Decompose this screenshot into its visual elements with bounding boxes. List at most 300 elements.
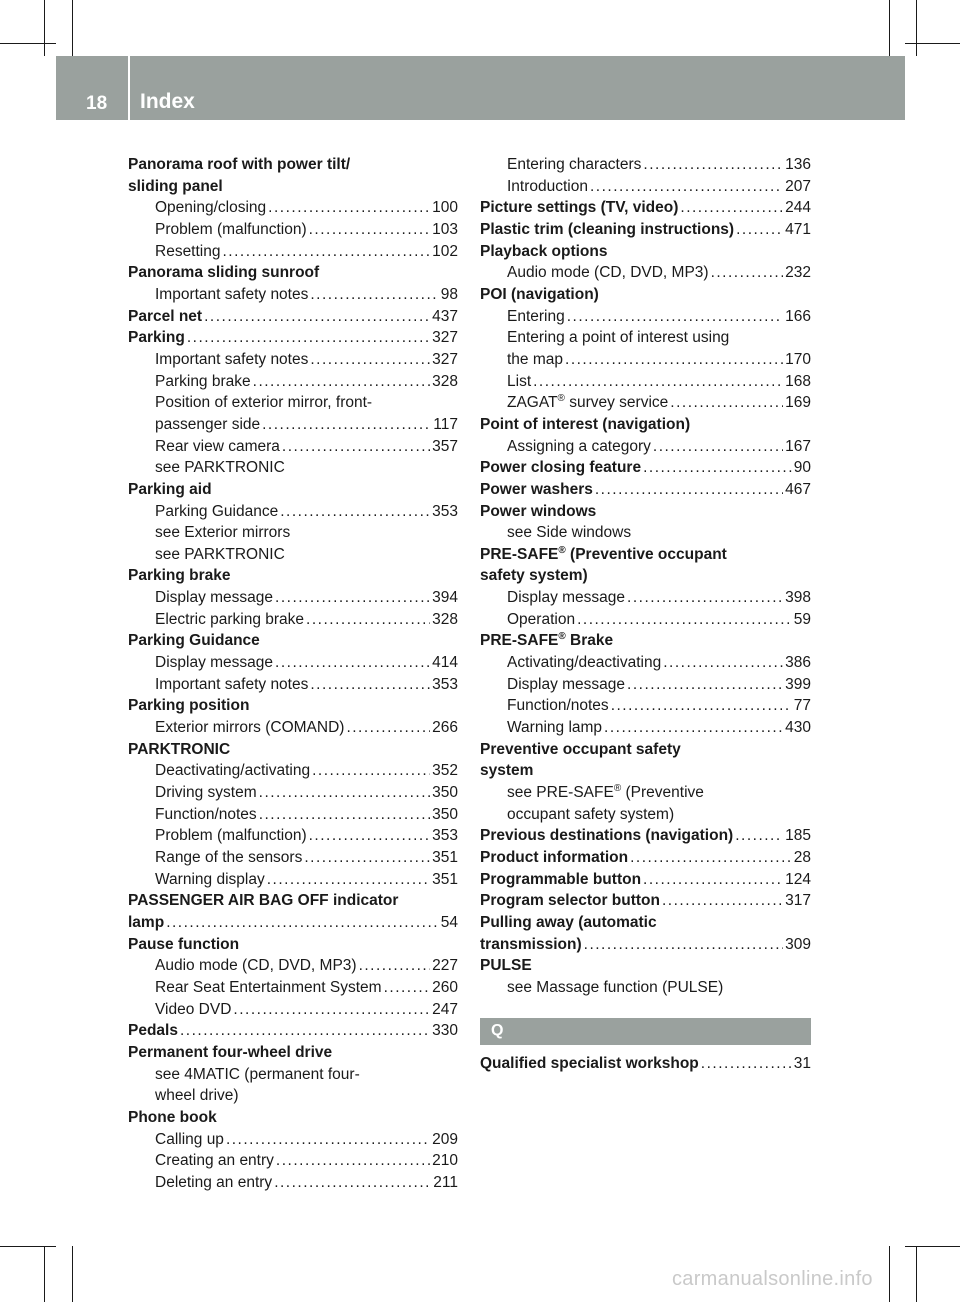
entry-text: see Side windows: [507, 524, 632, 542]
index-subentry: [128, 1129, 458, 1151]
leader-dots: [233, 999, 430, 1021]
index-subentry: [128, 847, 458, 869]
entry-text: Important safety notes: [155, 675, 309, 693]
index-subentry: [480, 652, 811, 674]
entry-text: Problem (malfunction): [155, 220, 307, 238]
entry-text: system: [480, 762, 534, 780]
index-subentry: [128, 522, 458, 544]
entry-text: PULSE: [480, 957, 532, 975]
leader-dots: [310, 349, 430, 371]
leader-dots: [663, 652, 783, 674]
page-reference: 167: [785, 437, 811, 455]
entry-text: Parcel net: [128, 307, 203, 325]
entry-text: see PARKTRONIC: [155, 545, 285, 563]
entry-text: Permanent four-wheel drive: [128, 1043, 333, 1061]
leader-dots: [735, 825, 783, 847]
leader-dots: [310, 674, 430, 696]
index-subentry: [128, 392, 458, 414]
index-entry: [480, 825, 811, 847]
page-reference: 232: [785, 264, 811, 282]
crop-mark: [44, 0, 45, 56]
index-entry: [480, 544, 811, 566]
entry-text: Introduction: [507, 177, 588, 195]
leader-dots: [711, 262, 784, 284]
page-reference: 350: [432, 805, 458, 823]
index-subentry: [480, 804, 811, 826]
index-subentry: [128, 349, 458, 371]
entry-text: Panorama roof with power tilt/: [128, 156, 351, 173]
index-entry: [128, 479, 458, 501]
entry-text: Parking brake: [155, 372, 251, 390]
letter-section-label: Q: [491, 1022, 504, 1039]
page-reference: 353: [432, 675, 458, 693]
index-entry: [128, 739, 458, 761]
entry-text: transmission): [480, 935, 582, 953]
entry-text: sliding panel: [128, 177, 223, 195]
index-subentry: [480, 522, 811, 544]
crop-mark: [72, 1246, 73, 1302]
leader-dots: [275, 587, 430, 609]
leader-dots: [567, 306, 783, 328]
page-reference: 437: [432, 307, 458, 325]
page-reference: 414: [432, 654, 458, 672]
entry-text: Rear view camera: [155, 437, 280, 455]
entry-text: Position of exterior mirror, front-: [155, 394, 373, 412]
entry-text: Previous destinations (navigation): [480, 827, 734, 845]
crop-mark: [889, 0, 890, 56]
index-entry: [480, 414, 811, 436]
leader-dots: [262, 414, 431, 436]
entry-text: Warning display: [155, 870, 265, 888]
page-reference: 102: [432, 242, 458, 260]
entry-text: Parking position: [128, 697, 250, 715]
leader-dots: [565, 349, 783, 371]
entry-text: Calling up: [155, 1130, 224, 1148]
leader-dots: [276, 1150, 430, 1172]
index-subentry: [480, 262, 811, 284]
entry-text: Audio mode (CD, DVD, MP3): [507, 264, 709, 282]
entry-text: Activating/deactivating: [507, 654, 662, 672]
leader-dots: [253, 371, 430, 393]
entry-text: Deactivating/activating: [155, 762, 311, 780]
leader-dots: [346, 717, 430, 739]
entry-text: wheel drive): [155, 1087, 239, 1105]
page-reference: 98: [440, 285, 458, 303]
page-reference: 352: [432, 762, 458, 780]
index-entry: [480, 847, 811, 869]
entry-text: Preventive occupant safety: [480, 740, 681, 758]
page-reference: 399: [785, 675, 811, 693]
index-entry: [128, 630, 458, 652]
entry-text: see Exterior mirrors: [155, 524, 291, 542]
entry-text: Parking Guidance: [155, 502, 279, 520]
index-entry: [480, 739, 811, 761]
index-entry: [480, 869, 811, 891]
entry-text: PRE-SAFE® Brake: [480, 631, 614, 650]
index-entry: [128, 262, 458, 284]
leader-dots: [259, 804, 430, 826]
entry-text: Audio mode (CD, DVD, MP3): [155, 957, 357, 975]
entry-text: Display message: [155, 654, 274, 672]
index-subentry: [128, 999, 458, 1021]
index-subentry: [480, 327, 811, 349]
entry-text: PRE-SAFE® (Preventive occupant: [480, 544, 727, 563]
crop-mark: [916, 0, 917, 56]
entry-text: see PRE-SAFE® (Preventive: [507, 782, 704, 802]
entry-text: occupant safety system): [507, 805, 675, 823]
entry-text: Video DVD: [155, 1000, 232, 1018]
page-reference: 394: [432, 589, 458, 607]
index-subentry: [128, 241, 458, 263]
leader-dots: [275, 652, 430, 674]
entry-text: ZAGAT® survey service: [507, 393, 669, 412]
index-subentry: [128, 414, 458, 436]
leader-dots: [187, 327, 430, 349]
index-subentry: [128, 587, 458, 609]
page-reference: 351: [432, 849, 458, 866]
leader-dots: [384, 977, 431, 999]
index-entry: [128, 327, 458, 349]
entry-text: Power closing feature: [480, 459, 642, 477]
page-reference: 28: [793, 849, 811, 866]
entry-text: Pedals: [128, 1022, 178, 1040]
leader-dots: [282, 436, 430, 458]
index-entry: [480, 457, 811, 479]
page-reference: 351: [432, 870, 458, 888]
entry-text: Important safety notes: [155, 285, 309, 303]
page-reference: 330: [432, 1022, 458, 1040]
index-subentry: [128, 869, 458, 891]
entry-text: PASSENGER AIR BAG OFF indicator: [128, 892, 399, 910]
entry-text: Parking Guidance: [128, 632, 260, 650]
index-entry: [128, 934, 458, 956]
leader-dots: [604, 717, 783, 739]
leader-dots: [306, 609, 430, 631]
index-subentry: [480, 371, 811, 393]
leader-dots: [312, 760, 430, 782]
index-subentry: [128, 804, 458, 826]
page-reference: 327: [432, 329, 458, 347]
page-reference: 166: [785, 307, 811, 325]
crop-mark: [916, 1246, 917, 1302]
page-reference: 327: [432, 350, 458, 368]
page-reference: 103: [432, 220, 458, 238]
index-entry: [480, 219, 811, 241]
leader-dots: [736, 219, 783, 241]
crop-mark: [0, 43, 56, 44]
page-reference: 467: [785, 480, 811, 498]
crop-mark: [889, 1246, 890, 1302]
entry-text: Function/notes: [507, 697, 609, 715]
index-subentry: [480, 977, 811, 999]
entry-text: Display message: [507, 589, 626, 607]
leader-dots: [643, 457, 792, 479]
leader-dots: [304, 847, 430, 869]
index-entry: [128, 176, 458, 198]
leader-dots: [359, 955, 431, 977]
page-reference: 244: [785, 199, 811, 217]
entry-text: Opening/closing: [155, 199, 267, 217]
index-subentry: [128, 609, 458, 631]
page-reference: 169: [785, 394, 811, 412]
page-reference: 247: [432, 1000, 458, 1018]
page-reference: 124: [785, 870, 811, 888]
entry-text: Deleting an entry: [155, 1173, 273, 1191]
page-reference: 266: [432, 719, 458, 737]
page-reference: 207: [785, 177, 811, 195]
index-entry: [480, 760, 811, 782]
entry-text: List: [507, 372, 532, 390]
page-reference: 209: [432, 1130, 458, 1148]
leader-dots: [627, 674, 783, 696]
index-entry: [480, 565, 811, 587]
index-subentry: [128, 197, 458, 219]
leader-dots: [180, 1020, 430, 1042]
index-entry: [480, 890, 811, 912]
page-reference: 260: [432, 978, 458, 996]
index-entry: [128, 695, 458, 717]
index-subentry: [128, 1085, 458, 1107]
leader-dots: [259, 782, 430, 804]
entry-text: Power windows: [480, 502, 597, 520]
leader-dots: [584, 934, 783, 956]
index-entry: [480, 934, 811, 956]
entry-text: Parking: [128, 329, 185, 347]
entry-text: PARKTRONIC: [128, 740, 231, 758]
index-entry: [128, 912, 458, 934]
letter-section-bar: [480, 1018, 811, 1045]
index-entry: [128, 1042, 458, 1064]
entry-text: safety system): [480, 567, 588, 585]
entry-text: Programmable button: [480, 870, 642, 888]
index-subentry: [480, 717, 811, 739]
leader-dots: [267, 869, 430, 891]
leader-dots: [204, 306, 430, 328]
page-number: 18: [86, 93, 108, 114]
entry-text: Pulling away (automatic: [480, 913, 657, 931]
index-subentry: [128, 544, 458, 566]
entry-text: Function/notes: [155, 805, 257, 823]
entry-text: Problem (malfunction): [155, 827, 307, 845]
leader-dots: [268, 197, 430, 219]
leader-dots: [611, 695, 792, 717]
leader-dots: [670, 392, 783, 414]
leader-dots: [166, 912, 439, 934]
page-reference: 59: [793, 610, 811, 628]
page-reference: 471: [785, 220, 811, 238]
entry-text: Exterior mirrors (COMAND): [155, 719, 345, 737]
index-entry: [480, 630, 811, 652]
page-reference: 100: [432, 199, 458, 217]
page-reference: 309: [785, 935, 811, 953]
page-reference: 350: [432, 784, 458, 802]
crop-mark: [0, 1246, 56, 1247]
leader-dots: [309, 825, 431, 847]
entry-text: see Massage function (PULSE): [507, 978, 724, 996]
page-reference: 353: [432, 502, 458, 520]
index-entry: [128, 1107, 458, 1129]
entry-text: Panorama sliding sunroof: [128, 264, 320, 282]
entry-text: Parking aid: [128, 480, 212, 498]
index-entry: [480, 479, 811, 501]
page-reference: 54: [440, 913, 458, 931]
watermark: carmanualsonline.info: [672, 1268, 873, 1290]
index-entry: [128, 1020, 458, 1042]
leader-dots: [662, 890, 783, 912]
index-entry: [480, 1053, 811, 1075]
index-subentry: [128, 674, 458, 696]
index-subentry: [480, 587, 811, 609]
page-reference: 398: [785, 589, 811, 607]
leader-dots: [222, 241, 430, 263]
entry-text: Creating an entry: [155, 1152, 274, 1170]
entry-text: Entering: [507, 307, 565, 325]
index-subentry: [128, 825, 458, 847]
index-entry: [480, 501, 811, 523]
entry-text: Operation: [507, 610, 576, 628]
entry-text: see PARKTRONIC: [155, 459, 285, 477]
entry-text: Warning lamp: [507, 719, 603, 737]
index-subentry: [128, 501, 458, 523]
index-subentry: [128, 1064, 458, 1086]
entry-text: Program selector button: [480, 892, 660, 910]
entry-text: see 4MATIC (permanent four-: [155, 1065, 360, 1083]
page-reference: 185: [785, 827, 811, 845]
index-entry: [480, 241, 811, 263]
entry-text: Resetting: [155, 242, 221, 260]
page-reference: 227: [432, 957, 458, 975]
index-subentry: [480, 782, 811, 804]
page-reference: 136: [785, 156, 811, 173]
page-reference: 168: [785, 372, 811, 390]
index-subentry: [128, 782, 458, 804]
index-entry: [128, 154, 458, 176]
crop-mark: [72, 0, 73, 56]
page-reference: 117: [433, 415, 458, 433]
page-reference: 386: [785, 654, 811, 672]
entry-text: Qualified specialist workshop: [480, 1055, 699, 1072]
page-reference: 211: [433, 1173, 458, 1191]
index-subentry: [128, 1150, 458, 1172]
entry-text: Parking brake: [128, 567, 231, 585]
entry-text: Entering characters: [507, 156, 642, 173]
header-separator: [128, 56, 130, 120]
entry-text: Picture settings (TV, video): [480, 199, 679, 217]
crop-mark: [905, 1246, 960, 1247]
entry-text: Product information: [480, 849, 629, 866]
index-subentry: [128, 219, 458, 241]
index-subentry: [128, 717, 458, 739]
entry-text: Entering a point of interest using: [507, 329, 730, 347]
entry-text: Point of interest (navigation): [480, 415, 691, 433]
index-subentry: [480, 349, 811, 371]
index-subentry: [480, 674, 811, 696]
entry-text: POI (navigation): [480, 285, 599, 303]
index-subentry: [480, 306, 811, 328]
entry-text: Phone book: [128, 1108, 217, 1126]
leader-dots: [310, 284, 438, 306]
index-subentry: [128, 457, 458, 479]
index-subentry: [480, 436, 811, 458]
page-reference: 328: [432, 610, 458, 628]
leader-dots: [643, 154, 783, 176]
page-reference: 77: [793, 697, 811, 715]
leader-dots: [309, 219, 431, 241]
page-reference: 328: [432, 372, 458, 390]
entry-text: Driving system: [155, 784, 257, 802]
entry-text: Important safety notes: [155, 350, 309, 368]
leader-dots: [280, 501, 430, 523]
leader-dots: [643, 869, 783, 891]
index-subentry: [128, 284, 458, 306]
crop-mark: [905, 43, 960, 44]
section-title: Index: [140, 90, 195, 113]
leader-dots: [680, 197, 783, 219]
leader-dots: [274, 1172, 431, 1194]
entry-text: the map: [507, 350, 564, 368]
entry-text: Power washers: [480, 480, 593, 498]
index-column-q: [480, 1053, 811, 1075]
index-column-right: [480, 154, 811, 999]
page-reference: 430: [785, 719, 811, 737]
leader-dots: [701, 1053, 792, 1075]
entry-text: Display message: [507, 675, 626, 693]
entry-text: Pause function: [128, 935, 240, 953]
crop-mark: [44, 1246, 45, 1302]
index-subentry: [480, 609, 811, 631]
page-reference: 31: [793, 1055, 811, 1072]
entry-text: Assigning a category: [507, 437, 651, 455]
index-subentry: [128, 652, 458, 674]
index-subentry: [128, 1172, 458, 1194]
index-entry: [480, 197, 811, 219]
leader-dots: [577, 609, 792, 631]
page-reference: 353: [432, 827, 458, 845]
entry-text: Display message: [155, 589, 274, 607]
page-reference: 357: [432, 437, 458, 455]
leader-dots: [590, 176, 783, 198]
leader-dots: [226, 1129, 430, 1151]
entry-text: Electric parking brake: [155, 610, 305, 628]
index-entry: [480, 912, 811, 934]
index-subentry: [128, 436, 458, 458]
entry-text: passenger side: [155, 415, 261, 433]
entry-text: lamp: [128, 913, 165, 931]
index-subentry: [128, 760, 458, 782]
index-entry: [128, 306, 458, 328]
page-reference: 210: [432, 1152, 458, 1170]
index-entry: [128, 890, 458, 912]
leader-dots: [653, 436, 783, 458]
page-reference: 170: [785, 350, 811, 368]
index-entry: [480, 284, 811, 306]
entry-text: Plastic trim (cleaning instructions): [480, 220, 735, 238]
page-reference: 90: [793, 459, 811, 477]
leader-dots: [595, 479, 783, 501]
leader-dots: [630, 847, 792, 869]
index-subentry: [128, 977, 458, 999]
entry-text: Playback options: [480, 242, 608, 260]
index-entry: [480, 955, 811, 977]
leader-dots: [627, 587, 783, 609]
index-subentry: [480, 392, 811, 414]
index-entry: [128, 565, 458, 587]
index-column-left: [128, 154, 458, 1194]
index-subentry: [480, 176, 811, 198]
page-reference: 317: [785, 892, 811, 910]
index-subentry: [480, 154, 811, 176]
entry-text: Range of the sensors: [155, 849, 303, 866]
